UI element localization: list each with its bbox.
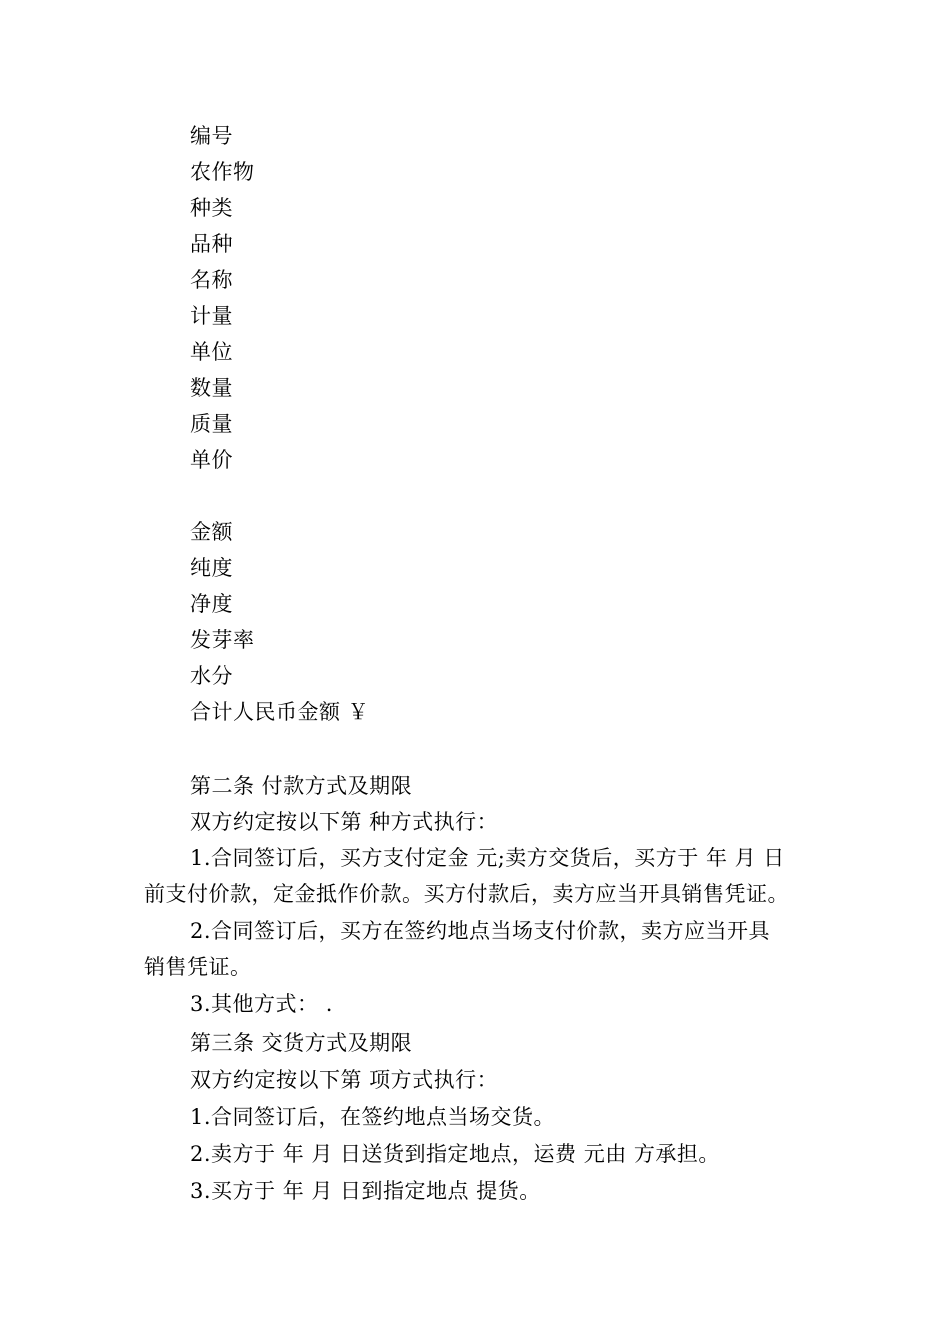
field-label: 计量 <box>190 304 233 328</box>
field-label: 编号 <box>190 124 233 148</box>
field-label: 品种 <box>190 232 233 256</box>
total-amount-label: 合计人民币金额 ￥ <box>190 700 370 724</box>
field-label: 纯度 <box>190 556 233 580</box>
article-2-item-1: 1.合同签订后，买方支付定金 元;卖方交货后，买方于 年 月 日 <box>190 846 785 870</box>
field-label: 水分 <box>190 664 233 688</box>
article-2-item-1-continued: 前支付价款，定金抵作价款。买方付款后，卖方应当开具销售凭证。 <box>144 882 789 906</box>
field-label: 农作物 <box>190 160 255 184</box>
article-2-item-3: 3.其他方式： . <box>190 992 333 1016</box>
field-label: 金额 <box>190 520 233 544</box>
field-label: 数量 <box>190 376 233 400</box>
article-2-item-2: 2.合同签订后，买方在签约地点当场支付价款，卖方应当开具 <box>190 919 771 943</box>
field-label: 单价 <box>190 448 233 472</box>
field-label: 发芽率 <box>190 628 255 652</box>
field-label: 质量 <box>190 412 233 436</box>
article-2-item-2-continued: 销售凭证。 <box>144 955 252 979</box>
article-3-intro: 双方约定按以下第 项方式执行： <box>190 1068 499 1092</box>
article-2-title: 第二条 付款方式及期限 <box>190 774 413 798</box>
field-label: 净度 <box>190 592 233 616</box>
article-3-title: 第三条 交货方式及期限 <box>190 1031 413 1055</box>
article-3-item-2: 2.卖方于 年 月 日送货到指定地点，运费 元由 方承担。 <box>190 1142 720 1166</box>
field-label: 单位 <box>190 340 233 364</box>
article-2-intro: 双方约定按以下第 种方式执行： <box>190 810 499 834</box>
article-3-item-3: 3.买方于 年 月 日到指定地点 提货。 <box>190 1179 541 1203</box>
article-3-item-1: 1.合同签订后，在签约地点当场交货。 <box>190 1105 556 1129</box>
field-label: 种类 <box>190 196 233 220</box>
field-label: 名称 <box>190 268 233 292</box>
